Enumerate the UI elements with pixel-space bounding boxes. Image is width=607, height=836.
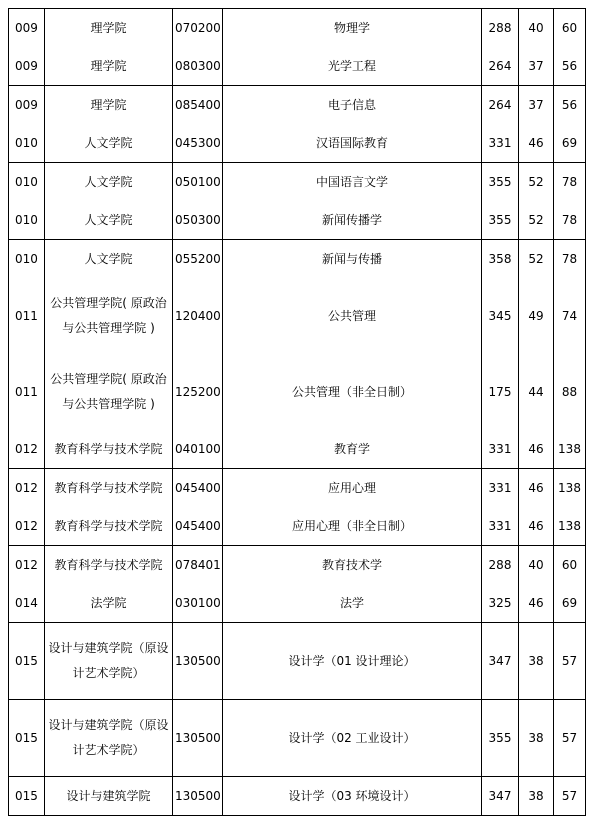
single-subject-score-cell: 37 — [519, 86, 554, 125]
college-code-cell: 015 — [9, 777, 45, 816]
college-code-cell: 012 — [9, 430, 45, 469]
major-name-cell: 电子信息 — [223, 86, 482, 125]
college-name-cell: 理学院 — [45, 9, 173, 48]
major-name-cell: 新闻与传播 — [223, 240, 482, 279]
major-code-cell: 085400 — [173, 86, 223, 125]
major-name-cell: 物理学 — [223, 9, 482, 48]
table-row — [9, 201, 586, 240]
value-cell: 69 — [554, 584, 586, 623]
major-code-cell: 050300 — [173, 201, 223, 240]
major-name-cell: 设计学（03 环境设计） — [223, 777, 482, 816]
single-subject-score-cell: 37 — [519, 47, 554, 86]
major-name-cell: 应用心理（非全日制） — [223, 507, 482, 546]
major-code-cell: 120400 — [173, 278, 223, 354]
college-name-cell: 法学院 — [45, 584, 173, 623]
total-score-cell: 331 — [482, 469, 519, 508]
college-code-cell: 015 — [9, 623, 45, 700]
total-score-cell: 358 — [482, 240, 519, 279]
value-cell: 74 — [554, 278, 586, 354]
major-code-cell: 130500 — [173, 623, 223, 700]
college-name-cell: 教育科学与技术学院 — [45, 430, 173, 469]
major-name-cell: 中国语言文学 — [223, 163, 482, 202]
value-cell: 56 — [554, 47, 586, 86]
college-name-cell: 教育科学与技术学院 — [45, 546, 173, 585]
college-name-cell: 设计与建筑学院（原设计艺术学院） — [45, 700, 173, 777]
table-row — [9, 354, 586, 430]
single-subject-score-cell: 40 — [519, 9, 554, 48]
college-code-cell: 015 — [9, 700, 45, 777]
college-name-cell: 设计与建筑学院 — [45, 777, 173, 816]
college-code-cell: 010 — [9, 201, 45, 240]
single-subject-score-cell: 46 — [519, 584, 554, 623]
single-subject-score-cell: 52 — [519, 163, 554, 202]
college-name-cell: 理学院 — [45, 86, 173, 125]
college-name-cell: 设计与建筑学院（原设计艺术学院） — [45, 623, 173, 700]
table-row — [9, 124, 586, 163]
table-row — [9, 86, 586, 125]
single-subject-score-cell: 46 — [519, 124, 554, 163]
major-name-cell: 设计学（02 工业设计） — [223, 700, 482, 777]
college-name-cell: 公共管理学院( 原政治与公共管理学院 ) — [45, 354, 173, 430]
value-cell: 78 — [554, 201, 586, 240]
value-cell: 88 — [554, 354, 586, 430]
value-cell: 138 — [554, 469, 586, 508]
major-name-cell: 公共管理（非全日制） — [223, 354, 482, 430]
college-name-cell: 理学院 — [45, 47, 173, 86]
major-name-cell: 教育学 — [223, 430, 482, 469]
total-score-cell: 347 — [482, 623, 519, 700]
single-subject-score-cell: 46 — [519, 469, 554, 508]
value-cell: 60 — [554, 546, 586, 585]
major-code-cell: 080300 — [173, 47, 223, 86]
college-code-cell: 009 — [9, 47, 45, 86]
college-name-cell: 人文学院 — [45, 201, 173, 240]
table-row — [9, 240, 586, 279]
major-code-cell: 055200 — [173, 240, 223, 279]
college-code-cell: 012 — [9, 546, 45, 585]
single-subject-score-cell: 52 — [519, 240, 554, 279]
table-row — [9, 163, 586, 202]
major-code-cell: 070200 — [173, 9, 223, 48]
table-row — [9, 47, 586, 86]
major-name-cell: 设计学（01 设计理论） — [223, 623, 482, 700]
value-cell: 57 — [554, 777, 586, 816]
single-subject-score-cell: 52 — [519, 201, 554, 240]
major-name-cell: 公共管理 — [223, 278, 482, 354]
college-name-cell: 教育科学与技术学院 — [45, 469, 173, 508]
table-row — [9, 507, 586, 546]
college-code-cell: 012 — [9, 469, 45, 508]
table-row — [9, 9, 586, 48]
total-score-cell: 331 — [482, 430, 519, 469]
major-code-cell: 078401 — [173, 546, 223, 585]
table-row — [9, 700, 586, 777]
total-score-cell: 331 — [482, 124, 519, 163]
college-name-cell: 教育科学与技术学院 — [45, 507, 173, 546]
college-code-cell: 014 — [9, 584, 45, 623]
major-code-cell: 130500 — [173, 777, 223, 816]
admission-score-table — [8, 8, 586, 816]
total-score-cell: 355 — [482, 163, 519, 202]
total-score-cell: 288 — [482, 9, 519, 48]
table-row — [9, 430, 586, 469]
value-cell: 56 — [554, 86, 586, 125]
college-code-cell: 011 — [9, 354, 45, 430]
major-name-cell: 教育技术学 — [223, 546, 482, 585]
value-cell: 78 — [554, 240, 586, 279]
major-code-cell: 045400 — [173, 507, 223, 546]
table-row — [9, 777, 586, 816]
college-name-cell: 人文学院 — [45, 240, 173, 279]
college-code-cell: 012 — [9, 507, 45, 546]
value-cell: 57 — [554, 623, 586, 700]
single-subject-score-cell: 38 — [519, 623, 554, 700]
college-name-cell: 人文学院 — [45, 124, 173, 163]
single-subject-score-cell: 40 — [519, 546, 554, 585]
single-subject-score-cell: 38 — [519, 700, 554, 777]
total-score-cell: 175 — [482, 354, 519, 430]
total-score-cell: 264 — [482, 86, 519, 125]
major-name-cell: 法学 — [223, 584, 482, 623]
college-code-cell: 010 — [9, 124, 45, 163]
major-code-cell: 125200 — [173, 354, 223, 430]
major-code-cell: 040100 — [173, 430, 223, 469]
total-score-cell: 347 — [482, 777, 519, 816]
table-row — [9, 546, 586, 585]
value-cell: 78 — [554, 163, 586, 202]
single-subject-score-cell: 38 — [519, 777, 554, 816]
major-name-cell: 新闻传播学 — [223, 201, 482, 240]
table-row — [9, 278, 586, 354]
major-code-cell: 130500 — [173, 700, 223, 777]
total-score-cell: 325 — [482, 584, 519, 623]
table-row — [9, 623, 586, 700]
major-code-cell: 045400 — [173, 469, 223, 508]
college-code-cell: 009 — [9, 9, 45, 48]
single-subject-score-cell: 44 — [519, 354, 554, 430]
college-code-cell: 010 — [9, 163, 45, 202]
single-subject-score-cell: 46 — [519, 507, 554, 546]
major-code-cell: 050100 — [173, 163, 223, 202]
major-code-cell: 030100 — [173, 584, 223, 623]
total-score-cell: 355 — [482, 201, 519, 240]
college-code-cell: 009 — [9, 86, 45, 125]
college-name-cell: 公共管理学院( 原政治与公共管理学院 ) — [45, 278, 173, 354]
college-name-cell: 人文学院 — [45, 163, 173, 202]
total-score-cell: 288 — [482, 546, 519, 585]
value-cell: 57 — [554, 700, 586, 777]
major-name-cell: 光学工程 — [223, 47, 482, 86]
table-row — [9, 584, 586, 623]
total-score-cell: 264 — [482, 47, 519, 86]
table-row — [9, 469, 586, 508]
college-code-cell: 010 — [9, 240, 45, 279]
total-score-cell: 355 — [482, 700, 519, 777]
major-name-cell: 汉语国际教育 — [223, 124, 482, 163]
college-code-cell: 011 — [9, 278, 45, 354]
value-cell: 138 — [554, 430, 586, 469]
major-code-cell: 045300 — [173, 124, 223, 163]
value-cell: 138 — [554, 507, 586, 546]
value-cell: 69 — [554, 124, 586, 163]
total-score-cell: 345 — [482, 278, 519, 354]
single-subject-score-cell: 49 — [519, 278, 554, 354]
major-name-cell: 应用心理 — [223, 469, 482, 508]
total-score-cell: 331 — [482, 507, 519, 546]
value-cell: 60 — [554, 9, 586, 48]
single-subject-score-cell: 46 — [519, 430, 554, 469]
